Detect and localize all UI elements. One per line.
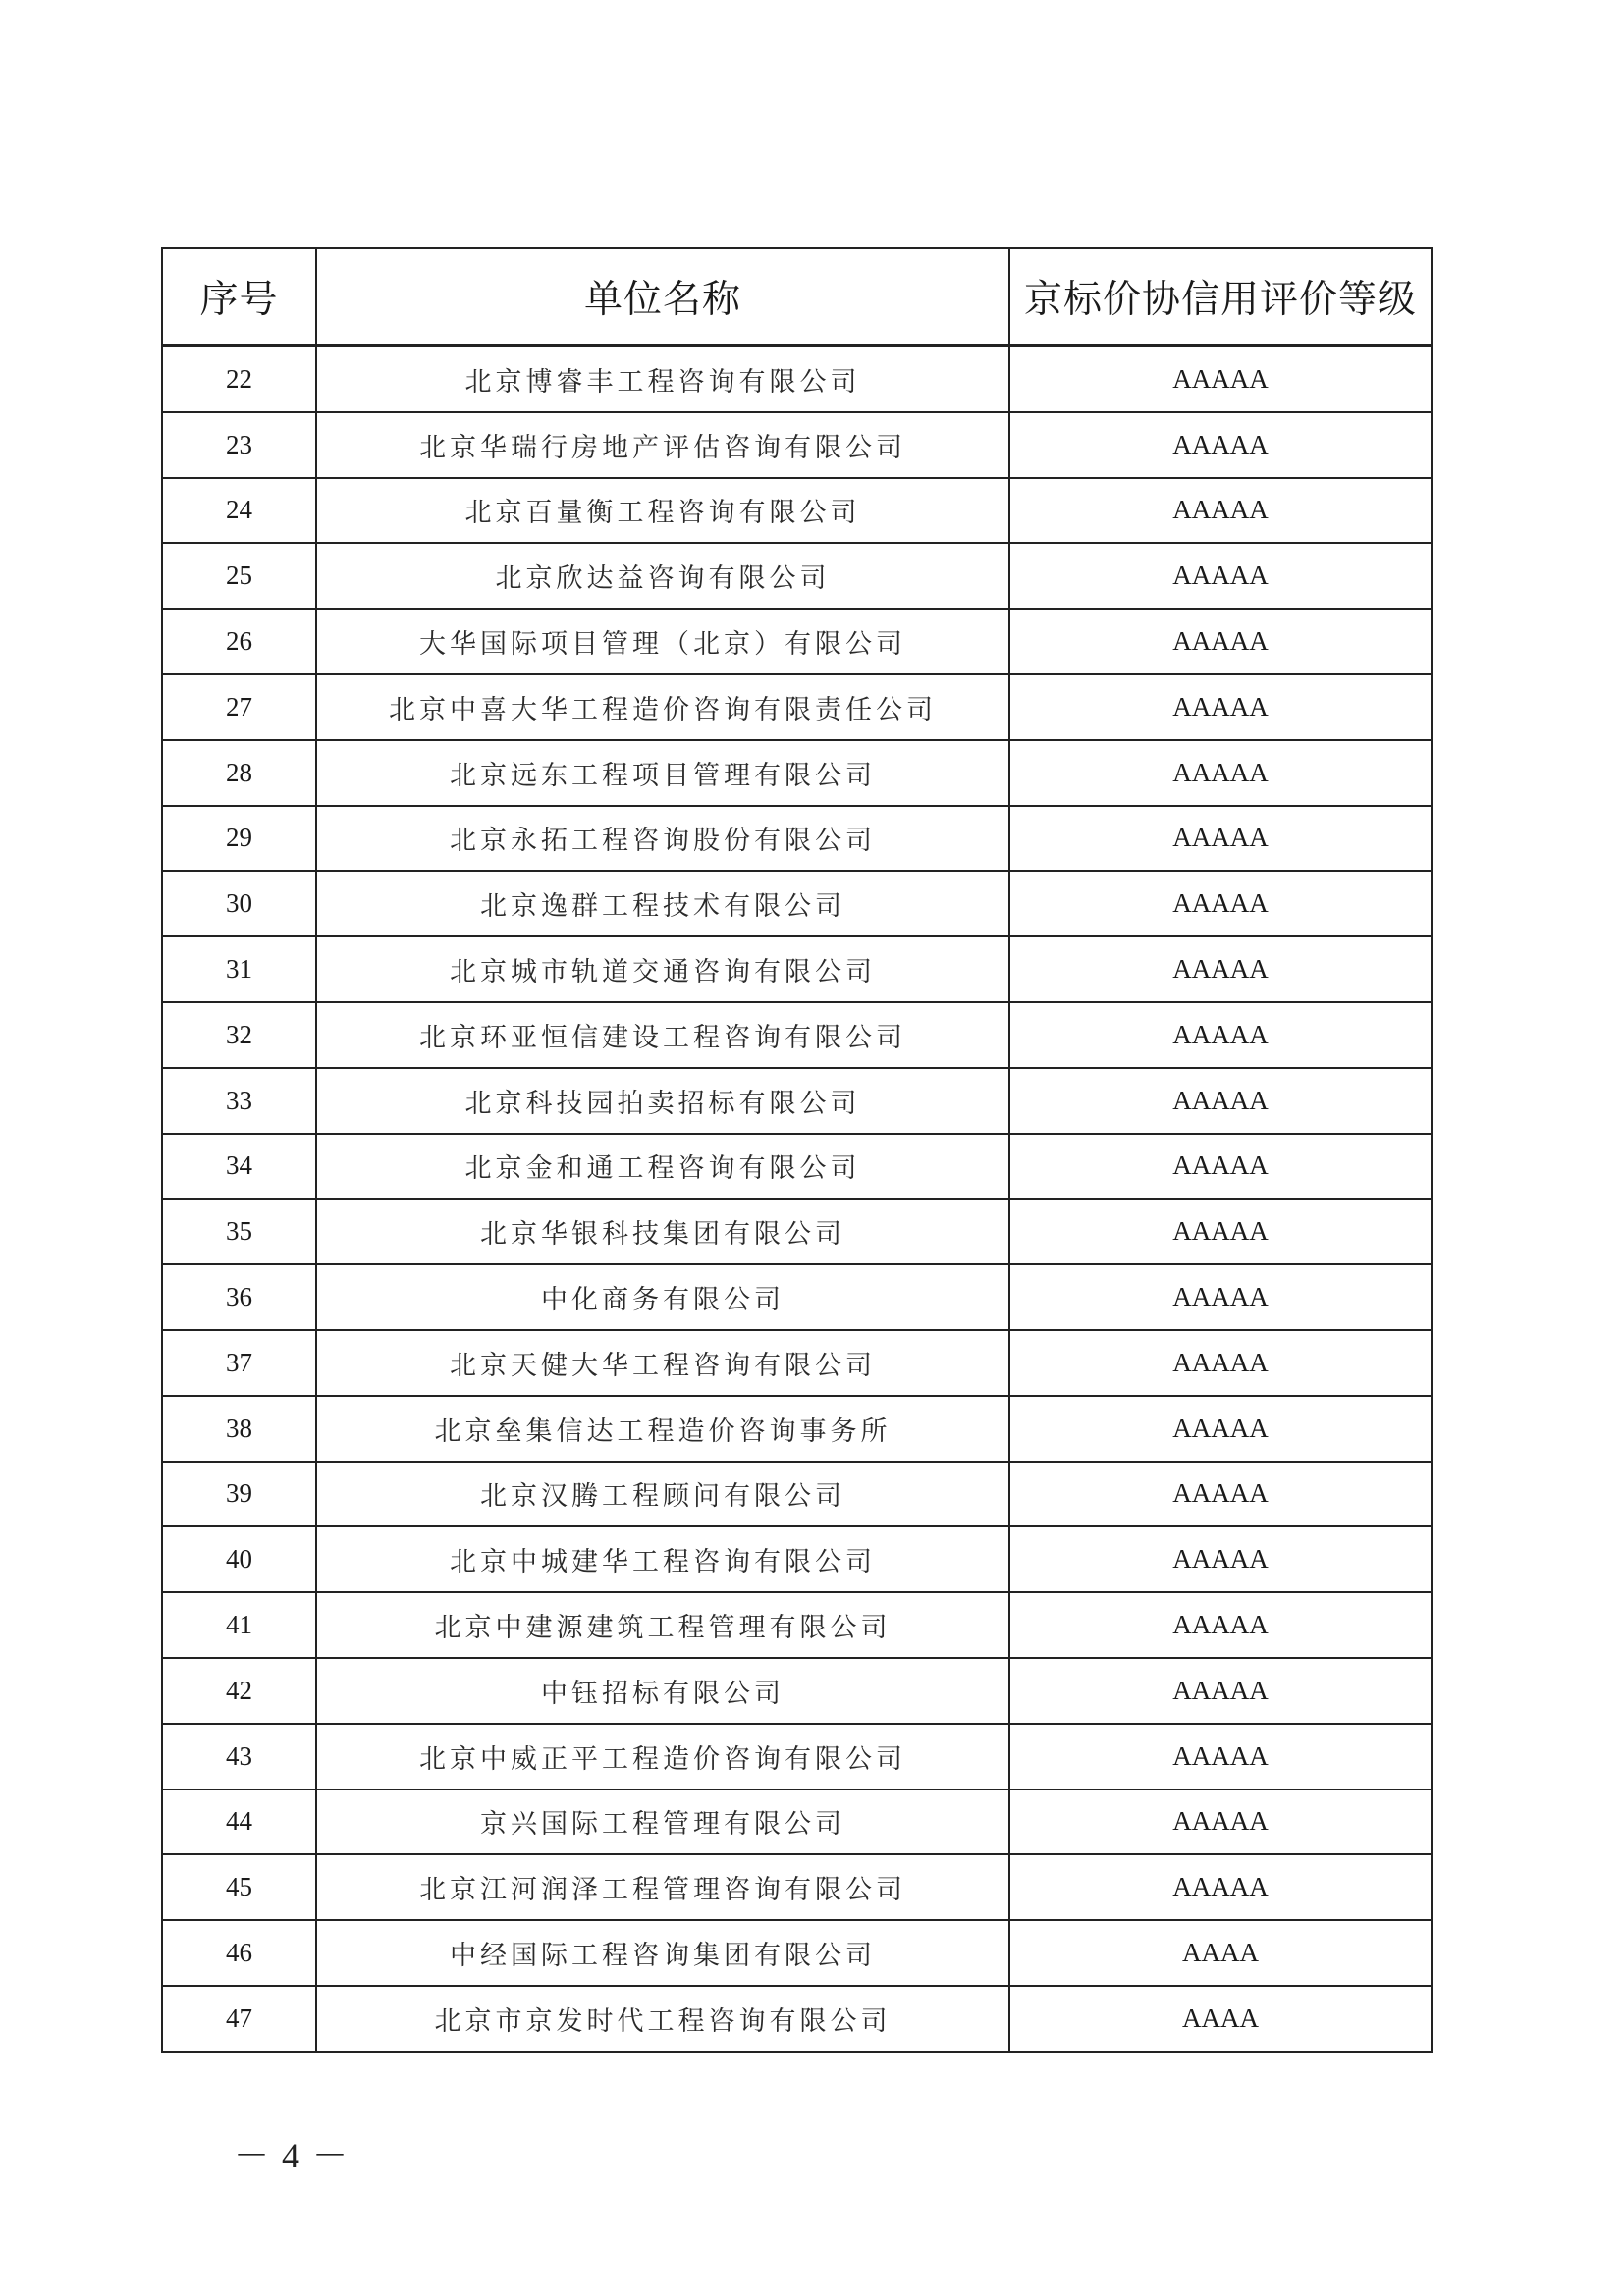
table-row — [162, 609, 1432, 674]
row-company-name: 北京欣达益咨询有限公司 — [316, 543, 1009, 609]
row-company-name: 北京远东工程项目管理有限公司 — [316, 740, 1009, 806]
row-seq: 35 — [162, 1199, 316, 1264]
row-credit-grade: AAAAA — [1009, 806, 1432, 872]
table-row — [162, 1920, 1432, 1986]
table-row — [162, 1986, 1432, 2052]
row-credit-grade: AAAAA — [1009, 936, 1432, 1002]
page-number: － 4 － — [234, 2136, 351, 2175]
row-seq: 37 — [162, 1330, 316, 1396]
table-row — [162, 1724, 1432, 1789]
row-company-name: 北京中威正平工程造价咨询有限公司 — [316, 1724, 1009, 1789]
row-seq: 32 — [162, 1002, 316, 1068]
row-credit-grade: AAAAA — [1009, 740, 1432, 806]
table-row — [162, 1592, 1432, 1658]
table-row — [162, 346, 1432, 412]
row-company-name: 北京博睿丰工程咨询有限公司 — [316, 346, 1009, 412]
table-row — [162, 740, 1432, 806]
row-seq: 27 — [162, 674, 316, 740]
table-row — [162, 1526, 1432, 1592]
row-company-name: 中经国际工程咨询集团有限公司 — [316, 1920, 1009, 1986]
row-company-name: 北京永拓工程咨询股份有限公司 — [316, 806, 1009, 872]
table-row — [162, 936, 1432, 1002]
row-company-name: 北京市京发时代工程咨询有限公司 — [316, 1986, 1009, 2052]
row-seq: 44 — [162, 1789, 316, 1855]
row-company-name: 北京中喜大华工程造价咨询有限责任公司 — [316, 674, 1009, 740]
row-company-name: 北京华银科技集团有限公司 — [316, 1199, 1009, 1264]
row-credit-grade: AAAAA — [1009, 1526, 1432, 1592]
row-seq: 46 — [162, 1920, 316, 1986]
row-credit-grade: AAAAA — [1009, 1330, 1432, 1396]
row-credit-grade: AAAAA — [1009, 478, 1432, 544]
row-seq: 23 — [162, 412, 316, 478]
row-credit-grade: AAAA — [1009, 1920, 1432, 1986]
row-credit-grade: AAAAA — [1009, 1002, 1432, 1068]
row-company-name: 北京中城建华工程咨询有限公司 — [316, 1526, 1009, 1592]
row-seq: 24 — [162, 478, 316, 544]
row-credit-grade: AAAAA — [1009, 609, 1432, 674]
header-grade: 京标价协信用评价等级 — [1009, 248, 1432, 346]
row-credit-grade: AAAAA — [1009, 346, 1432, 412]
table-row — [162, 478, 1432, 544]
table-row — [162, 1330, 1432, 1396]
table-row — [162, 1199, 1432, 1264]
table-row — [162, 543, 1432, 609]
header-row — [162, 248, 1432, 346]
row-credit-grade: AAAAA — [1009, 1396, 1432, 1462]
row-credit-grade: AAAAA — [1009, 1068, 1432, 1134]
table-row — [162, 1396, 1432, 1462]
row-seq: 38 — [162, 1396, 316, 1462]
row-company-name: 北京垒集信达工程造价咨询事务所 — [316, 1396, 1009, 1462]
row-credit-grade: AAAA — [1009, 1986, 1432, 2052]
row-company-name: 北京城市轨道交通咨询有限公司 — [316, 936, 1009, 1002]
row-credit-grade: AAAAA — [1009, 1199, 1432, 1264]
table-row — [162, 1462, 1432, 1527]
header-seq: 序号 — [162, 248, 316, 346]
row-credit-grade: AAAAA — [1009, 412, 1432, 478]
row-company-name: 北京中建源建筑工程管理有限公司 — [316, 1592, 1009, 1658]
table-row — [162, 1854, 1432, 1920]
table-row — [162, 1658, 1432, 1724]
row-credit-grade: AAAAA — [1009, 1264, 1432, 1330]
credit-rating-table — [161, 247, 1433, 2053]
row-seq: 33 — [162, 1068, 316, 1134]
table-row — [162, 806, 1432, 872]
table-header — [162, 248, 1432, 346]
row-seq: 42 — [162, 1658, 316, 1724]
row-credit-grade: AAAAA — [1009, 1854, 1432, 1920]
row-company-name: 北京逸群工程技术有限公司 — [316, 871, 1009, 936]
row-company-name: 京兴国际工程管理有限公司 — [316, 1789, 1009, 1855]
table-row — [162, 1264, 1432, 1330]
row-seq: 31 — [162, 936, 316, 1002]
row-company-name: 中化商务有限公司 — [316, 1264, 1009, 1330]
row-credit-grade: AAAAA — [1009, 674, 1432, 740]
row-company-name: 大华国际项目管理（北京）有限公司 — [316, 609, 1009, 674]
row-seq: 40 — [162, 1526, 316, 1592]
row-company-name: 北京科技园拍卖招标有限公司 — [316, 1068, 1009, 1134]
row-company-name: 北京汉腾工程顾问有限公司 — [316, 1462, 1009, 1527]
row-credit-grade: AAAAA — [1009, 1724, 1432, 1789]
row-credit-grade: AAAAA — [1009, 1592, 1432, 1658]
row-company-name: 北京环亚恒信建设工程咨询有限公司 — [316, 1002, 1009, 1068]
row-company-name: 北京金和通工程咨询有限公司 — [316, 1134, 1009, 1200]
row-seq: 25 — [162, 543, 316, 609]
row-credit-grade: AAAAA — [1009, 1789, 1432, 1855]
table-row — [162, 674, 1432, 740]
row-seq: 22 — [162, 346, 316, 412]
row-seq: 47 — [162, 1986, 316, 2052]
row-company-name: 北京江河润泽工程管理咨询有限公司 — [316, 1854, 1009, 1920]
row-company-name: 北京百量衡工程咨询有限公司 — [316, 478, 1009, 544]
table-row — [162, 1134, 1432, 1200]
row-seq: 30 — [162, 871, 316, 936]
row-company-name: 北京天健大华工程咨询有限公司 — [316, 1330, 1009, 1396]
row-seq: 36 — [162, 1264, 316, 1330]
row-seq: 29 — [162, 806, 316, 872]
row-credit-grade: AAAAA — [1009, 871, 1432, 936]
table-row — [162, 1789, 1432, 1855]
row-seq: 39 — [162, 1462, 316, 1527]
row-seq: 26 — [162, 609, 316, 674]
header-name: 单位名称 — [316, 248, 1009, 346]
row-seq: 41 — [162, 1592, 316, 1658]
table-row — [162, 1068, 1432, 1134]
table-row — [162, 871, 1432, 936]
row-seq: 34 — [162, 1134, 316, 1200]
row-seq: 43 — [162, 1724, 316, 1789]
row-credit-grade: AAAAA — [1009, 1658, 1432, 1724]
table-body — [162, 346, 1432, 2052]
row-seq: 45 — [162, 1854, 316, 1920]
row-credit-grade: AAAAA — [1009, 543, 1432, 609]
row-company-name: 北京华瑞行房地产评估咨询有限公司 — [316, 412, 1009, 478]
row-seq: 28 — [162, 740, 316, 806]
row-credit-grade: AAAAA — [1009, 1134, 1432, 1200]
table-row — [162, 1002, 1432, 1068]
table-row — [162, 412, 1432, 478]
row-company-name: 中钰招标有限公司 — [316, 1658, 1009, 1724]
row-credit-grade: AAAAA — [1009, 1462, 1432, 1527]
